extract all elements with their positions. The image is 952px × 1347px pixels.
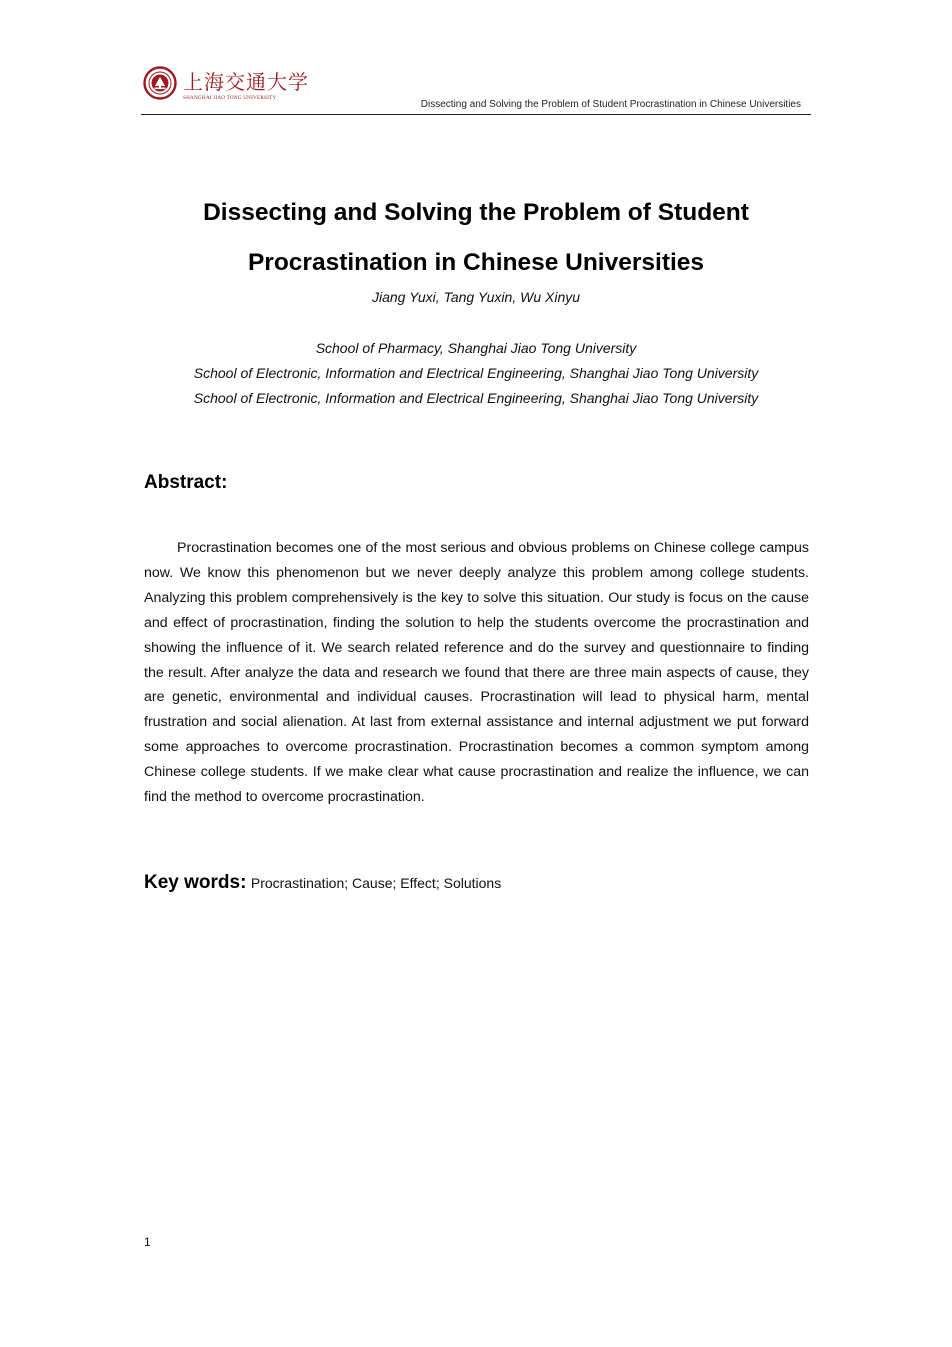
affiliation-list bbox=[130, 336, 822, 411]
abstract-heading: Abstract: bbox=[144, 472, 228, 493]
affiliation-item: School of Pharmacy, Shanghai Jiao Tong University bbox=[315, 340, 637, 356]
affiliation-item: School of Electronic, Information and Electrical Engineering, Shanghai Jiao Tong University bbox=[193, 365, 759, 381]
page-number: 1 bbox=[144, 1235, 151, 1249]
keywords-label: Key words: bbox=[144, 872, 247, 893]
page-header bbox=[141, 64, 811, 115]
keywords-line bbox=[144, 872, 501, 894]
keywords-text: Procrastination; Cause; Effect; Solutions bbox=[250, 875, 502, 891]
university-logo bbox=[141, 64, 309, 108]
author-list: Jiang Yuxi, Tang Yuxin, Wu Xinyu bbox=[371, 289, 581, 305]
university-name-chinese: 上海交通大学 bbox=[183, 70, 309, 94]
university-seal-icon bbox=[143, 66, 177, 100]
paper-title: Dissecting and Solving the Problem of Student Procrastination in Chinese Universities bbox=[203, 199, 749, 276]
affiliation-item: School of Electronic, Information and Electrical Engineering, Shanghai Jiao Tong University bbox=[193, 390, 759, 406]
university-name-english: SHANGHAI JIAO TONG UNIVERSITY bbox=[183, 95, 277, 101]
running-title: Dissecting and Solving the Problem of Student Procrastination in Chinese Universities bbox=[420, 99, 801, 110]
abstract-body: Procrastination becomes one of the most serious and obvious problems on Chinese college campus now. We know this phenomenon but we never deeply analyze this problem among college students. Analyzing this problem comprehensively is the key to solve this situation. Our study is focus on the cause and effect of procrastination, finding the solution to help the students overcome the procrastination and showing the influence of it. We search related reference and do the survey and questionnaire to finding the result. After analyze the data and research we found that there are three main aspects of cause, they are genetic, environmental and individual causes. Procrastination will lead to physical harm, mental frustration and social alienation. At last from external assistance and internal adjustment we put forward some approaches to overcome procrastination. Procrastination becomes a common symptom among Chinese college students. If we make clear what cause procrastination and realize the influence, we can find the method to overcome procrastination. bbox=[144, 540, 809, 806]
